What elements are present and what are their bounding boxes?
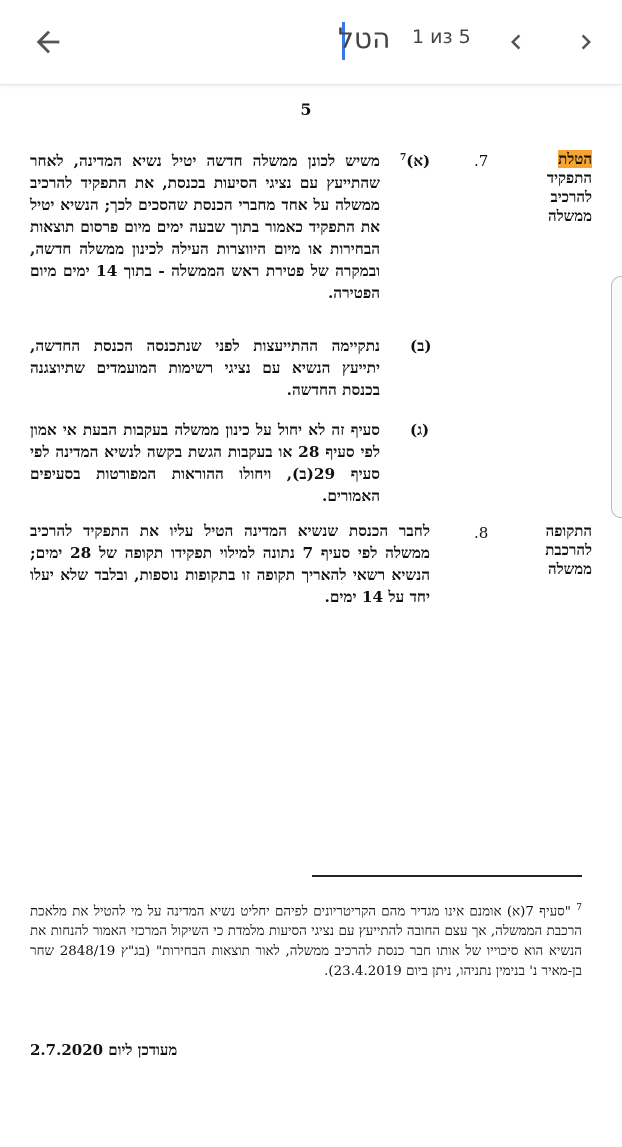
section-8-title: התקופה להרכבת ממשלה	[545, 522, 592, 578]
updated-date: מעודכן ליום 2.7.2020	[30, 1041, 178, 1059]
section-7-title-rest: התפקיד להרכיב ממשלה	[546, 169, 592, 225]
find-in-document-toolbar	[0, 0, 622, 85]
arrow-left-icon	[31, 25, 65, 59]
footnote-marker: 7	[576, 903, 582, 913]
section-7-number: .7	[474, 152, 489, 170]
footnote-text: "סעיף 7(א) אומנם אינו מגדיר מהם הקריטריונים לפיהם יחליט נשיא המדינה על מי להטיל את מלאכת הרכבת הממשלה, אך עצם החובה להתייעץ עם נציגי הסיעות מלמדת כי השיקול המרכזי האמור להנחות את הנשיא הוא סיכוייו של אותו חבר כנסת להרכיב ממשלה, לאור תוצאות הבחירות" (בג"ץ 2848/19 שחר בן-מאיר נ' בנימין נתניהו, ניתן ביום 23.4.2019).	[30, 904, 582, 980]
subsection-label-a: (א)$^7$	[400, 152, 431, 170]
footnote-separator	[312, 875, 582, 877]
back-button[interactable]	[26, 20, 70, 64]
next-match-button[interactable]	[564, 20, 608, 64]
subsection-label-b: (ב)	[410, 337, 432, 355]
search-highlight: הטלת	[558, 150, 592, 168]
chevron-left-icon	[501, 27, 531, 57]
section-8-text: לחבר הכנסת שנשיא המדינה הטיל עליו את התפקיד להרכיב ממשלה לפי סעיף 7 נתונה למילוי תפקידו תקופה של 28 ימים; הנשיא רשאי להאריך תקופה זו בתקופות נוספות, ובלבד שלא יעלו יחד על 14 ימים.	[30, 522, 430, 606]
subsection-7a-text: משיש לכונן ממשלה חדשה יטיל נשיא המדינה, לאחר שהתייעץ עם נציגי הסיעות בכנסת, את התפקיד להרכיב ממשלה על אחד מחברי הכנסת שהסכים לכך; הנשיא יטיל את התפקיד כאמור בתוך שבעה ימים מיום פרסום תוצאות הבחירות או מיום היווצרות העילה לכינון ממשלה חדשה, ובמקרה של פטירת ראש הממשלה - בתוך 14 ימים מיום הפטירה.	[30, 152, 380, 302]
section-8-number: .8	[474, 524, 489, 542]
subsection-label-c: (ג)	[410, 421, 430, 439]
subsection-7c-text: סעיף זה לא יחול על כינון ממשלה בעקבות הבעת אי אמון לפי סעיף 28 או בעקבות הגשת בקשה לנשיא המדינה לפי סעיף 29(ב), ויחולו ההוראות המפורטות בסעיפים האמורים.	[30, 421, 380, 505]
scroll-handle[interactable]	[611, 276, 622, 518]
footnote-7	[30, 898, 582, 982]
search-query[interactable]: הטל	[338, 22, 391, 55]
page-number: 5	[300, 100, 312, 119]
previous-match-button[interactable]	[494, 20, 538, 64]
subsection-7b-text: נתקיימה ההתייעצות לפני שנתכנסה הכנסת החדשה, יתייעץ הנשיא עם נציגי רשימות המועמדים שתיוצגנה בכנסת החדשה.	[30, 337, 380, 399]
chevron-right-icon	[571, 27, 601, 57]
section-7-title	[516, 150, 592, 226]
match-count: 1 из 5	[412, 26, 471, 48]
